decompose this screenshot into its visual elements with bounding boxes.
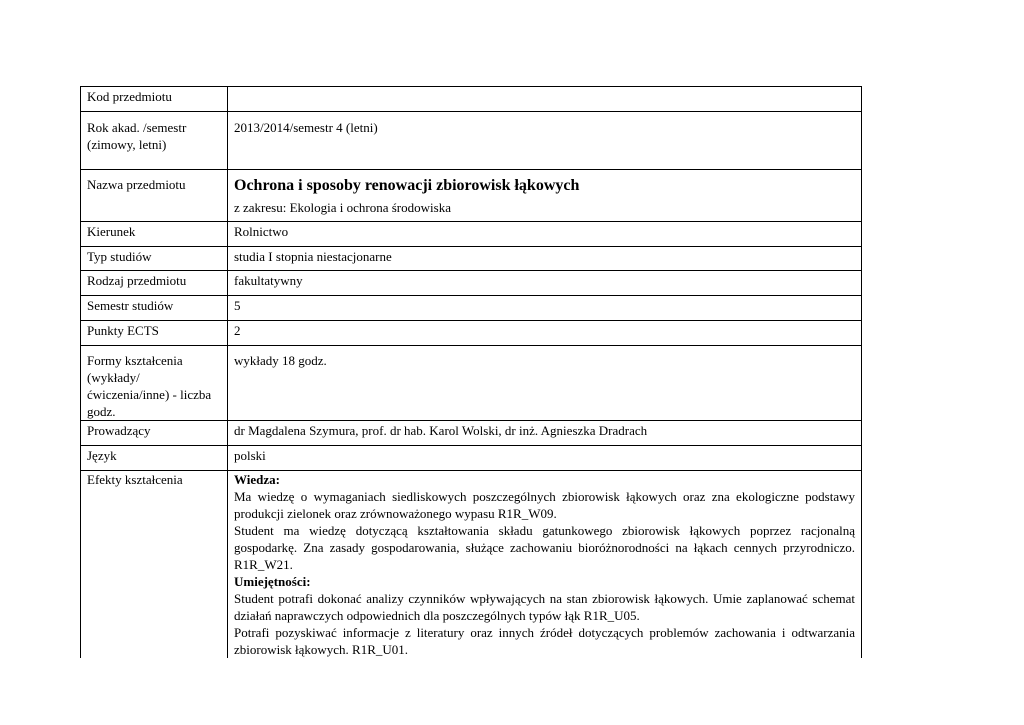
row-value: 2013/2014/semestr 4 (letni) — [228, 112, 862, 170]
learning-outcomes-cell — [228, 471, 862, 659]
row-value: 5 — [228, 296, 862, 321]
row-label: Rok akad. /semestr (zimowy, letni) — [81, 112, 228, 170]
table-row — [81, 346, 862, 421]
course-info-table — [80, 86, 862, 658]
table-row — [81, 247, 862, 271]
row-label: Nazwa przedmiotu — [81, 170, 228, 222]
table-row — [81, 421, 862, 446]
row-value: Rolnictwo — [228, 222, 862, 247]
course-title: Ochrona i sposoby renowacji zbiorowisk łąkowych — [234, 177, 580, 194]
row-label: Typ studiów — [81, 247, 228, 271]
row-value: studia I stopnia niestacjonarne — [228, 247, 862, 271]
table-row — [81, 271, 862, 296]
row-label: Rodzaj przedmiotu — [81, 271, 228, 296]
table-row — [81, 112, 862, 170]
row-value: 2 — [228, 321, 862, 346]
table-row — [81, 87, 862, 112]
skills-outcome: Student potrafi dokonać analizy czynników wpływających na stan zbiorowisk łąkowych. Umie zaplanować schemat działań naprawczych odpowiednich dla poszczególnych typów łąk R1R_U05. — [234, 591, 855, 623]
skills-heading: Umiejętności: — [234, 574, 311, 589]
row-label: Prowadzący — [81, 421, 228, 446]
skills-outcome: Potrafi pozyskiwać informacje z literatury oraz innych źródeł dotyczących problemów zachowania i odtwarzania zbiorowisk łąkowych. R1R_U01. — [234, 625, 855, 657]
course-name-cell — [228, 170, 862, 222]
row-label: Kod przedmiotu — [81, 87, 228, 112]
table-row — [81, 446, 862, 471]
table-row — [81, 222, 862, 247]
knowledge-outcome: Student ma wiedzę dotyczącą kształtowania składu gatunkowego zbiorowisk łąkowych poprzez racjonalną gospodarkę. Zna zasady gospodarowania, służące zachowaniu bioróżnorodności na łąkach cennych przyrodniczo. R1R_W21. — [234, 523, 855, 572]
course-syllabus-sheet — [80, 86, 862, 657]
knowledge-outcome: Ma wiedzę o wymaganiach siedliskowych poszczególnych zbiorowisk łąkowych oraz zna ekologiczne podstawy produkcji zielonek oraz zrównoważonego wypasu R1R_W09. — [234, 489, 855, 521]
row-value: polski — [228, 446, 862, 471]
table-row — [81, 471, 862, 659]
row-label: Język — [81, 446, 228, 471]
row-label: Punkty ECTS — [81, 321, 228, 346]
row-label: Formy kształcenia (wykłady/ćwiczenia/inne) - liczba godz. — [81, 346, 228, 421]
row-label: Semestr studiów — [81, 296, 228, 321]
knowledge-heading: Wiedza: — [234, 472, 280, 487]
row-value — [228, 87, 862, 112]
row-value: fakultatywny — [228, 271, 862, 296]
row-value: dr Magdalena Szymura, prof. dr hab. Karol Wolski, dr inż. Agnieszka Dradrach — [228, 421, 862, 446]
table-row — [81, 170, 862, 222]
row-label: Efekty kształcenia — [81, 471, 228, 659]
table-row — [81, 296, 862, 321]
course-subtitle: z zakresu: Ekologia i ochrona środowiska — [234, 200, 451, 215]
row-value: wykłady 18 godz. — [228, 346, 862, 421]
table-row — [81, 321, 862, 346]
row-label: Kierunek — [81, 222, 228, 247]
